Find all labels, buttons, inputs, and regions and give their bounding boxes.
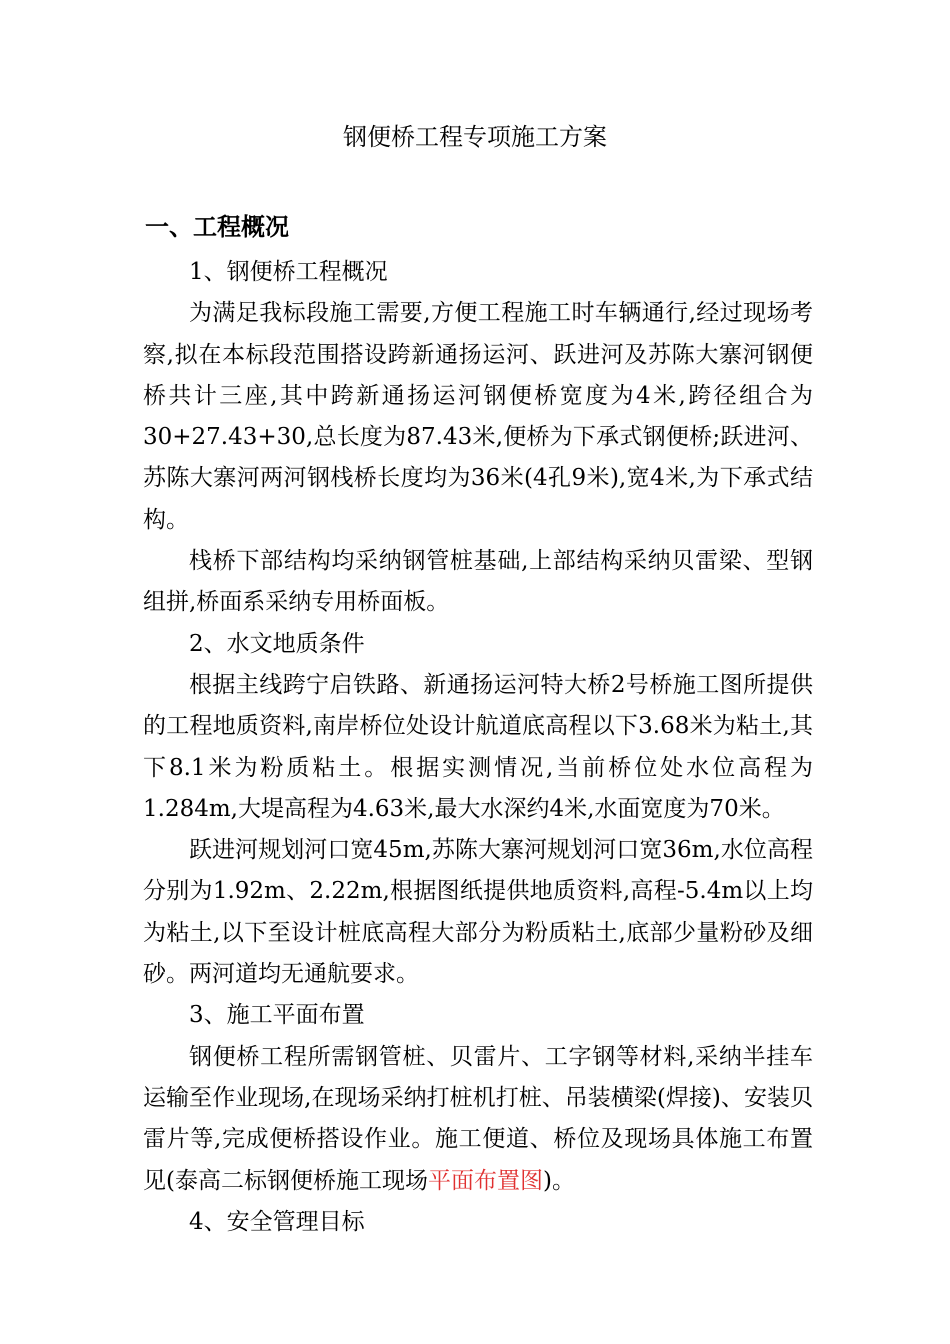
subsection-heading-hydrogeology: 2、水文地质条件 xyxy=(189,630,365,657)
site-layout-text: 钢便桥工程所需钢管桩、贝雷片、工字钢等材料,采纳半挂车运输至作业现场,在现场采纳打桩机打桩、吊装横梁(焊接)、安装贝雷片等,完成便桥搭设作业。施工便道、桥位及现场具体施工布置见(泰高二标钢便桥施工现场 xyxy=(143,1043,813,1194)
layout-plan-link[interactable]: 平面布置图 xyxy=(427,1167,543,1194)
paragraph-bridge-structure: 栈桥下部结构均采纳钢管桩基础,上部结构采纳贝雷梁、型钢组拼,桥面系采纳专用桥面板。 xyxy=(143,548,813,616)
subsection-heading-site-layout: 3、施工平面布置 xyxy=(189,1002,365,1029)
paragraph-site-layout xyxy=(143,1037,813,1202)
section-heading-overview: 一、工程概况 xyxy=(145,213,289,241)
document-body xyxy=(143,252,813,1243)
paragraph-hydrogeology-main: 根据主线跨宁启铁路、新通扬运河特大桥2号桥施工图所提供的工程地质资料,南岸桥位处设计航道底高程以下3.68米为粘土,其下8.1米为粉质粘土。根据实测情况,当前桥位处水位高程为1.284m,大堤高程为4.63米,最大水深约4米,水面宽度为70米。 xyxy=(143,671,813,822)
document-title: 钢便桥工程专项施工方案 xyxy=(343,123,607,151)
subsection-heading-bridge-overview: 1、钢便桥工程概况 xyxy=(189,259,388,285)
paragraph-bridge-overview: 为满足我标段施工需要,方便工程施工时车辆通行,经过现场考察,拟在本标段范围搭设跨新通扬运河、跃进河及苏陈大寨河钢便桥共计三座,其中跨新通扬运河钢便桥宽度为4米,跨径组合为30+27.43+30,总长度为87.43米,便桥为下承式钢便桥;跃进河、苏陈大寨河两河钢栈桥长度均为36米(4孔9米),宽4米,为下承式结构。 xyxy=(143,300,813,533)
paragraph-hydrogeology-rivers: 跃进河规划河口宽45m,苏陈大寨河规划河口宽36m,水位高程分别为1.92m、2.22m,根据图纸提供地质资料,高程-5.4m以上均为粘土,以下至设计桩底高程大部分为粉质粘土,底部少量粉砂及细砂。两河道均无通航要求。 xyxy=(143,837,813,988)
subsection-heading-safety-goals: 4、安全管理目标 xyxy=(189,1208,365,1235)
site-layout-text-end: )。 xyxy=(542,1167,575,1194)
